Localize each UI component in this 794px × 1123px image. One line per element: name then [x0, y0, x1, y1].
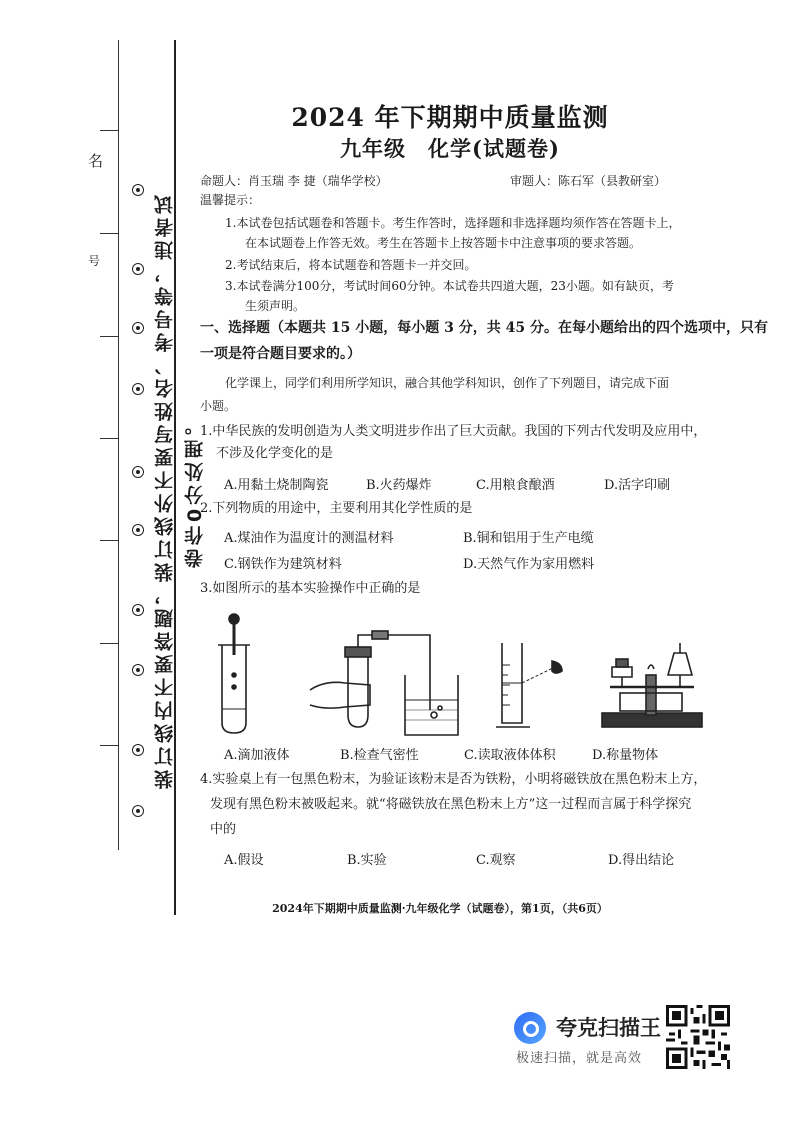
notice-item: 1.本试卷包括试题卷和答题卡。考生作答时，选择题和非选择题均须作答在答题卡上， — [225, 216, 681, 230]
scanner-app-name: 夸克扫描王 — [556, 1016, 661, 1040]
author-line: 命题人：肖玉瑞 李 捷（瑞华学校） — [200, 174, 388, 188]
question-2-option-a: A.煤油作为温度计的测温材料 — [224, 531, 394, 546]
section-intro: 小题。 — [200, 399, 237, 413]
question-2-stem: 2.下列物质的用途中，主要利用其化学性质的是 — [200, 501, 473, 516]
page-footer: 2024年下期期中质量监测·九年级化学（试题卷），第1页，（共6页） — [272, 902, 608, 915]
binding-hole-icon — [132, 383, 144, 395]
question-4-option-d: D.得出结论 — [608, 853, 675, 868]
binding-hole-icon — [132, 322, 144, 334]
page-title: 2024 年下期期中质量监测 — [291, 103, 609, 132]
binding-tick — [100, 540, 118, 541]
binding-hole-icon — [132, 524, 144, 536]
reviewer-line: 审题人：陈石军（县教研室） — [510, 174, 667, 188]
notice-item: 在本试题卷上作答无效。考生在答题卡上按答题卡中注意事项的要求答题。 — [245, 236, 642, 250]
binding-hole-icon — [132, 805, 144, 817]
question-3-option-a: A.滴加液体 — [224, 748, 290, 763]
question-1-option-a: A.用黏土烧制陶瓷 — [224, 478, 329, 493]
binding-tick — [100, 233, 118, 234]
question-1-option-d: D.活字印刷 — [604, 478, 671, 493]
binding-hole-icon — [132, 184, 144, 196]
binding-tick — [100, 130, 118, 131]
binding-name-label: 名 — [88, 152, 104, 170]
question-1-stem: 不涉及化学变化的是 — [216, 446, 334, 461]
notice-item: 2.考试结束后，将本试题卷和答题卡一并交回。 — [225, 258, 477, 272]
binding-hole-icon — [132, 604, 144, 616]
binding-tick — [100, 336, 118, 337]
binding-tick — [100, 745, 118, 746]
section-intro: 化学课上，同学们利用所学知识，融合其他学科知识，创作了下列题目，请完成下面 — [225, 376, 670, 390]
question-3-option-d: D.称量物体 — [592, 748, 659, 763]
experiment-figures — [200, 605, 720, 745]
binding-tick — [100, 643, 118, 644]
question-2-option-d: D.天然气作为家用燃料 — [463, 557, 595, 572]
notice-item: 3.本试卷满分100分，考试时间60分钟。本试卷共四道大题，23小题。如有缺页，考 — [225, 279, 674, 293]
binding-inner-line — [118, 40, 119, 850]
question-1-option-c: C.用粮食酿酒 — [476, 478, 555, 493]
question-4-option-b: B.实验 — [347, 853, 387, 868]
notice-heading: 温馨提示： — [200, 193, 261, 207]
balance-figure — [602, 643, 702, 727]
question-4-stem: 4.实验桌上有一包黑色粉末，为验证该粉末是否为铁粉，小明将磁铁放在黑色粉末上方， — [200, 772, 707, 787]
binding-hole-icon — [132, 263, 144, 275]
airtightness-check-figure — [310, 631, 458, 735]
question-3-stem: 3.如图所示的基本实验操作中正确的是 — [200, 581, 421, 596]
question-4-option-a: A.假设 — [224, 853, 264, 868]
question-4-stem: 中的 — [210, 822, 237, 837]
section-heading: 一、选择题（本题共 15 小题，每小题 3 分，共 45 分。在每小题给出的四个选项中，只有 — [200, 320, 768, 336]
qr-code-icon — [666, 1005, 730, 1069]
page-subtitle: 九年级 化学(试题卷) — [340, 136, 560, 161]
question-3-option-b: B.检查气密性 — [340, 748, 419, 763]
notice-item: 生须声明。 — [245, 299, 306, 313]
section-heading: 一项是符合题目要求的。） — [200, 346, 361, 362]
binding-tick — [100, 438, 118, 439]
dropper-test-tube-figure — [218, 614, 250, 733]
question-2-option-b: B.铜和铝用于生产电缆 — [463, 531, 594, 546]
binding-hole-icon — [132, 744, 144, 756]
binding-hole-icon — [132, 466, 144, 478]
question-1-option-b: B.火药爆炸 — [366, 478, 432, 493]
question-4-option-c: C.观察 — [476, 853, 516, 868]
question-2-option-c: C.钢铁作为建筑材料 — [224, 557, 342, 572]
question-3-option-c: C.读取液体体积 — [464, 748, 556, 763]
measuring-cylinder-figure — [496, 643, 562, 727]
binding-warning: 装订线内不要答题，装订线外不要写姓名、考号等，违者试卷作0分处理。 — [154, 191, 206, 789]
question-4-stem: 发现有黑色粉末被吸起来。就“将磁铁放在黑色粉末上方”这一过程而言属于科学探究 — [210, 797, 692, 812]
question-1-stem: 1.中华民族的发明创造为人类文明进步作出了巨大贡献。我国的下列古代发明及应用中， — [200, 424, 707, 439]
scanner-logo-icon — [514, 1012, 546, 1044]
binding-number-label: 号 — [88, 254, 101, 268]
binding-hole-icon — [132, 664, 144, 676]
scanner-slogan: 极速扫描，就是高效 — [516, 1051, 643, 1066]
